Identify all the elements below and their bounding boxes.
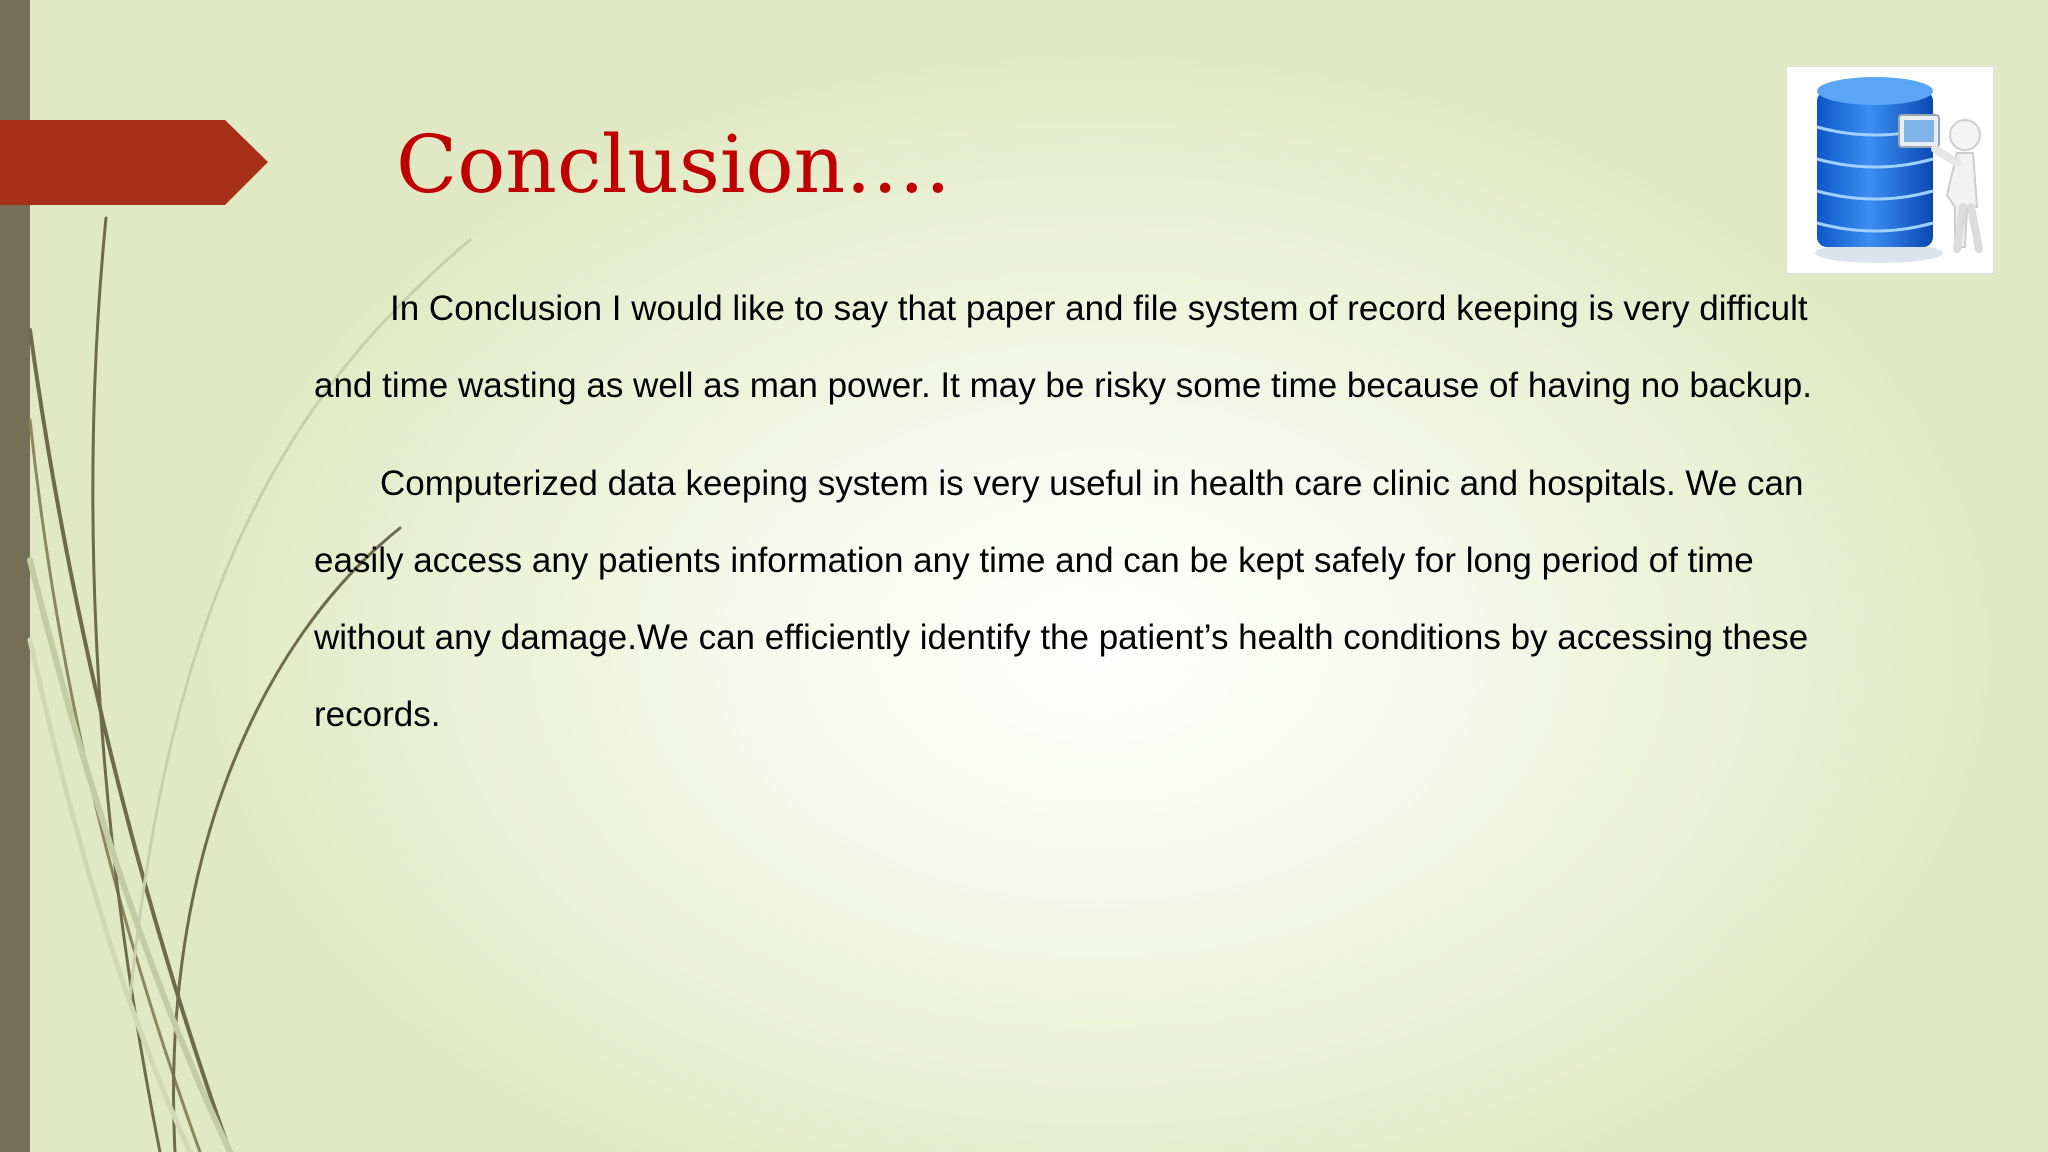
slide-body <box>314 270 1874 753</box>
slide-title: Conclusion…. <box>396 118 951 211</box>
title-arrow-shape <box>0 0 280 220</box>
paragraph-computerized-system: Computerized data keeping system is very useful in health care clinic and hospitals. We can easily access any patients information any time and can be kept safely for long period of time without any damage.We can efficiently identify the patient’s health conditions by accessing these records. <box>314 464 1809 734</box>
paragraph-record-keeping: In Conclusion I would like to say that paper and file system of record keeping is very difficult and time wasting as well as man power. It may be risky some time because of having no backup. <box>314 289 1812 405</box>
database-user-icon <box>1786 66 1994 274</box>
